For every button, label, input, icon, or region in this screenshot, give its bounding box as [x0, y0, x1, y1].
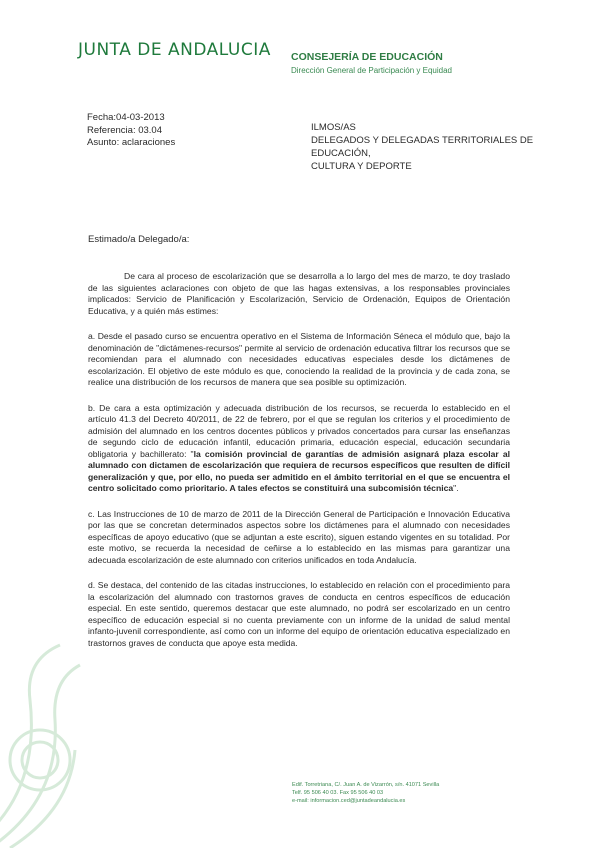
recipient-line-3: CULTURA Y DEPORTE [311, 161, 412, 172]
paragraph-a: a. Desde el pasado curso se encuentra operativo en el Sistema de Información Séneca el módulo que, bajo la denominación de "dictámenes-recursos" permite al servicio de ordenación educativa filtrar los recursos que se recomiendan para el alumnado con necesidades educativas especiales desde los dictámenes de escolarización. El objetivo de este módulo es que, conociendo la realidad de la provincia y de cada zona, se realice una distribución de los recursos de manera que sea posible su optimización. [88, 331, 510, 387]
paragraph-b-bold-quote: la comisión provincial de garantías de admisión asignará plaza escolar al alumnado con dictamen de escolarización que requiera de recursos específicos que resulten de difícil generalización y que, por ello, no pueda ser admitido en el ámbito territorial en el que se encuentra el centro solicitado como prioritario. A tales efectos se constituirá una subcomisión técnica [88, 448, 510, 493]
letter-meta [87, 112, 175, 150]
footer-line-2: Telf. 95 506 40 03. Fax 95 506 40 03 [292, 790, 384, 797]
consejeria-title: CONSEJERÍA DE EDUCACIÓN [291, 51, 443, 63]
footer-line-1: Edif. Torretriana, C/. Juan A. de Vizarrón, s/n. 41071 Sevilla [292, 782, 440, 788]
recipient-line-1: ILMOS/AS [311, 122, 356, 133]
direccion-subtitle: Dirección General de Participación y Equidad [291, 66, 452, 75]
footer-address [292, 781, 439, 806]
paragraph-b-end: ". [453, 483, 459, 493]
intro-paragraph: De cara al proceso de escolarización que se desarrolla a lo largo del mes de marzo, te doy traslado de las siguientes aclaraciones con objeto de que las hagas extensivas, a los responsables provinciales implicados: Servicio de Planificación y Escolarización, Servicio de Ordenación, Equipos de Orientación Educativa, y a quién más estimes: [88, 271, 510, 316]
recipient-block [311, 121, 571, 173]
recipient-line-2: DELEGADOS Y DELEGADAS TERRITORIALES DE EDUCACIÓN, [311, 135, 534, 159]
paragraph-c: c. Las Instrucciones de 10 de marzo de 2011 de la Dirección General de Participación e Innovación Educativa por las que se concretan determinados aspectos sobre los dictámenes para el alumnado con necesidades específicas de apoyo educativo (que se adjuntan a este escrito), siguen estando vigentes en su totalidad. Por este motivo, se recuerda la necesidad de ceñirse a lo establecido en las mismas para garantizar una adecuada escolarización de este alumnado con criterios unificados en toda Andalucía. [88, 508, 510, 565]
footer-email: e-mail: informacion.ced@juntadeandalucia.es [292, 798, 406, 805]
paragraph-b-text: b. De cara a esta optimización y adecuada distribución de los recursos, se recuerda lo establecido en el artículo 41.3 del Decreto 40/2011, de 22 de febrero, por el que se regulan los criterios y el procedimiento de admisión del alumnado en los centros docentes públicos y privados concertados para cursar las enseñanzas de segundo ciclo de educación infantil, educación primaria, educación especial, educación secundaria obligatoria y bachillerato: " [88, 402, 510, 459]
salutation: Estimado/a Delegado/a: [88, 234, 190, 245]
referencia-line: Referencia: 03.04 [87, 124, 162, 136]
junta-de-andalucia-logo: JUNTA DE ANDALUCIA [78, 40, 271, 60]
paragraph-d: d. Se destaca, del contenido de las citadas instrucciones, lo establecido en relación con el procedimiento para la escolarización del alumnado con trastornos graves de conducta en centros específicos de educación especial. En este sentido, queremos destacar que este alumnado, no podrá ser escolarizado en un centro específico de educación especial si no cuenta previamente con un informe de la unidad de salud mental infanto-juvenil correspondiente, así como con un informe del equipo de orientación educativa especializado en trastornos graves de conducta que apoye esta medida. [88, 580, 510, 648]
asunto-line: Asunto: aclaraciones [87, 137, 176, 148]
paragraph-b [88, 403, 510, 495]
letter-body [88, 271, 510, 663]
fecha-line: Fecha:04-03-2013 [87, 112, 165, 123]
andalucia-emblem-watermark [0, 640, 90, 848]
